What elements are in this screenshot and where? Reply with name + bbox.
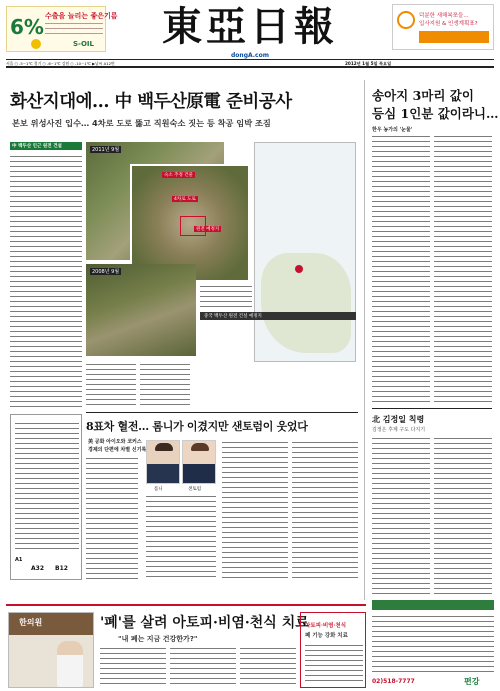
satellite-photo-bottom xyxy=(86,264,196,356)
right-section2-head: 北 김정일 칙령 xyxy=(372,414,425,424)
bottom-headline: '폐'를 살려 아토피·비염·천식 치료 xyxy=(100,615,309,631)
bottom-body-col2 xyxy=(170,646,236,688)
site-marker xyxy=(180,216,206,236)
portrait-left-name: 롬니 xyxy=(154,487,163,492)
right-ad-line1: 덕분한 새해복쪼들… xyxy=(419,13,469,19)
date-line: 2012년 1월 5일 목요일 xyxy=(345,61,392,66)
map-land xyxy=(261,253,351,353)
index-page-2: B12 xyxy=(55,565,68,572)
right-quote-title: 한우 농가의 '눈물' xyxy=(372,127,413,133)
map-title: 중국 백두산 원전 건설 예정지 xyxy=(204,314,262,319)
bottom-photo-person xyxy=(57,641,83,687)
photo-tag-3: 원전 예정지 xyxy=(196,227,220,232)
map-title-box xyxy=(200,312,356,320)
portrait-right-name: 샌토럼 xyxy=(188,487,202,492)
location-map xyxy=(254,142,356,362)
map-marker xyxy=(295,265,303,273)
ad-clock-icon xyxy=(397,11,415,29)
masthead-double-rule xyxy=(6,66,494,68)
footer-phone[interactable]: 02)518-7777 xyxy=(372,678,415,685)
photo-tag-1: 숙소 추정 건물 xyxy=(164,173,193,178)
portrait-left xyxy=(146,440,180,484)
lead-body-col1 xyxy=(10,154,82,410)
second-headline: 8표차 혈전… 롬니가 이겼지만 샌토럼이 웃었다 xyxy=(86,420,308,433)
masthead-rule xyxy=(6,59,494,60)
portrait-right xyxy=(182,440,216,484)
ad-text-lines xyxy=(45,21,103,37)
bottom-photo xyxy=(8,612,94,688)
bottom-ad-line2: 폐 기능 강화 치료 xyxy=(305,633,348,639)
lead-body-col3 xyxy=(140,362,190,406)
right-body-col1 xyxy=(372,134,430,402)
bottom-rule xyxy=(6,604,366,606)
second-sub2: 경제의 단편에 차별 신기록 xyxy=(88,447,147,453)
website[interactable]: dongA.com xyxy=(231,52,269,59)
bottom-right-col xyxy=(372,614,494,674)
photo-year-top: 2011년 9월 xyxy=(92,147,120,153)
green-banner[interactable] xyxy=(372,600,494,610)
second-sub1: 美 공화 아이오와 코커스 xyxy=(88,439,142,445)
index-label: A1 xyxy=(15,557,23,563)
right-headline-1: 송아지 3마리 값이 xyxy=(372,88,474,103)
photo-year-bottom: 2008년 9월 xyxy=(92,269,120,275)
right-divider xyxy=(372,408,492,409)
second-body-col4 xyxy=(292,440,358,580)
right-ad-line2: 입사지원 & 인생계획표? xyxy=(419,21,478,27)
ad-line1: 수출을 늘리는 좋은기름 xyxy=(45,12,118,20)
bottom-body-col1 xyxy=(100,646,166,688)
right-body-col3 xyxy=(372,436,430,596)
second-story-rule xyxy=(86,412,358,413)
portrait-left-hair xyxy=(155,443,173,451)
footer-brand: 편강 xyxy=(464,676,480,686)
second-body-col3 xyxy=(222,440,288,580)
right-ad-logo xyxy=(419,31,489,43)
ad-brand: S-OIL xyxy=(73,40,94,48)
bottom-subhead: "내 폐는 지금 건강한가?" xyxy=(118,635,198,643)
index-box xyxy=(10,414,82,580)
right-section2-sub: 김정은 후계 구도 다지기 xyxy=(372,427,426,433)
right-body-col2 xyxy=(434,134,492,402)
lead-label-text: 中 백두산 인근 원전 건설 xyxy=(12,144,62,149)
lead-subhead: 본보 위성사진 입수… 4차로 도로 뚫고 직원숙소 짓는 등 착공 임박 조짐 xyxy=(12,118,271,128)
second-body-col2 xyxy=(146,494,216,580)
portrait-right-hair xyxy=(191,443,209,451)
right-col-rule xyxy=(364,80,365,600)
right-body-col4 xyxy=(434,436,492,596)
lead-headline: 화산지대에… 中 백두산原電 준비공사 xyxy=(10,92,292,112)
weather-line: 서울 ○ -5~1℃ 경기 ○ -6~1℃ 강원 ○ -10~1℃ ▶날씨 A12면 xyxy=(6,61,115,66)
lead-body-col2 xyxy=(86,362,136,406)
photo-tag-2: 4차로 도로 xyxy=(174,197,196,202)
oil-drop-icon xyxy=(31,39,41,49)
bottom-ad-body xyxy=(305,643,363,683)
bottom-body-col3 xyxy=(240,646,296,688)
masthead xyxy=(0,0,500,66)
left-ad[interactable] xyxy=(6,6,118,52)
index-lines xyxy=(15,421,79,551)
ad-percent: 6% xyxy=(10,15,44,39)
photo-caption xyxy=(200,284,252,310)
bottom-photo-sign: 한의원 xyxy=(19,617,43,627)
newspaper-title: 東亞日報 xyxy=(162,3,338,50)
right-ad[interactable] xyxy=(392,4,494,50)
index-page-1: A32 xyxy=(31,565,44,572)
second-body-col1 xyxy=(86,456,138,580)
right-headline-2: 등심 1인분 값이라니… xyxy=(372,106,499,121)
bottom-ad-line1: 아토피·비염·천식 xyxy=(305,623,347,629)
bottom-ad-panel[interactable] xyxy=(300,612,366,688)
